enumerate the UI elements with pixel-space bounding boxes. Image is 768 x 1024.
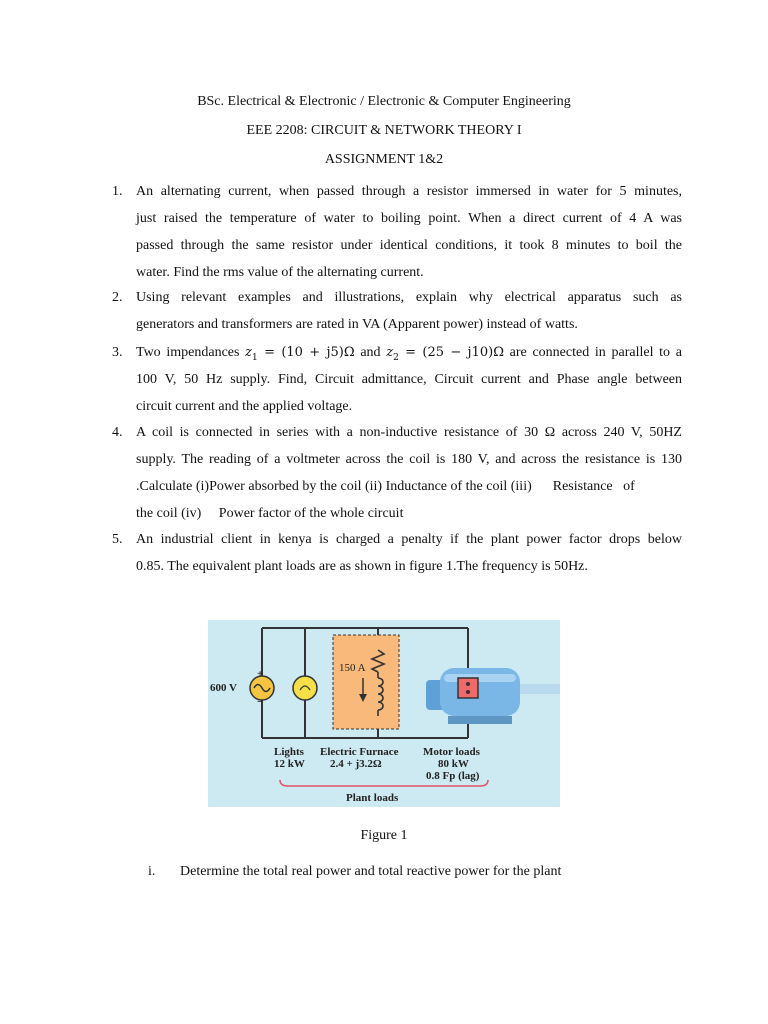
question-line: supply. The reading of a voltmeter across the coil is 180 V, and across the resistance is 130 — [136, 452, 682, 467]
question-line: 100 V, 50 Hz supply. Find, Circuit admittance, Circuit current and Phase angle between — [136, 372, 682, 387]
motor-icon — [426, 668, 560, 724]
minus-sign: − — [257, 696, 264, 708]
lights-power: 12 kW — [274, 758, 305, 770]
assignment-title: ASSIGNMENT 1&2 — [324, 152, 444, 167]
question-line: the coil (iv) Power factor of the whole circuit — [136, 506, 404, 521]
impedance-symbol: z — [245, 345, 253, 360]
subquestion-number: i. — [148, 864, 156, 879]
question-number: 2. — [112, 290, 123, 305]
question-number: 4. — [112, 425, 123, 440]
question-line: An alternating current, when passed through a resistor immersed in water for 5 minutes, — [136, 184, 682, 199]
question-number: 5. — [112, 532, 123, 547]
impedance-subscript: 2 — [393, 352, 399, 363]
motor-power: 80 kW — [438, 758, 469, 770]
question-line: water. Find the rms value of the alternating current. — [136, 265, 424, 280]
source-voltage-label: 600 V — [210, 682, 237, 694]
subquestion-text: Determine the total real power and total reactive power for the plant — [180, 864, 562, 879]
question-line: An industrial client in kenya is charged a penalty if the plant power factor drops below — [136, 532, 682, 547]
furnace-box — [333, 635, 399, 729]
question-line: generators and transformers are rated in VA (Apparent power) instead of watts. — [136, 317, 578, 332]
question-line — [136, 339, 682, 366]
circuit-diagram — [208, 620, 560, 807]
impedance-symbol: z — [386, 345, 394, 360]
question-line: Using relevant examples and illustrations, explain why electrical apparatus such as — [136, 290, 682, 305]
question-line: .Calculate (i)Power absorbed by the coil (ii) Inductance of the coil (iii) Resistance of — [136, 479, 635, 494]
course-title: EEE 2208: CIRCUIT & NETWORK THEORY I — [246, 123, 522, 138]
lights-label: Lights — [274, 746, 304, 758]
question-text: Two impendances — [136, 345, 246, 360]
question-number: 1. — [112, 184, 123, 199]
question-line: just raised the temperature of water to boiling point. When a direct current of 4 A was — [136, 211, 682, 226]
impedance-value: = (25 − j10)Ω — [398, 345, 504, 360]
question-line: circuit current and the applied voltage. — [136, 399, 353, 414]
furnace-impedance: 2.4 + j3.2Ω — [330, 758, 382, 770]
lamp-icon — [293, 676, 317, 700]
question-number: 3. — [112, 345, 123, 360]
question-line: 0.85. The equivalent plant loads are as shown in figure 1.The frequency is 50Hz. — [136, 559, 588, 574]
question-line: A coil is connected in series with a non-inductive resistance of 30 Ω across 240 V, 50HZ — [136, 425, 682, 440]
question-line: passed through the same resistor under identical conditions, it took 8 minutes to boil the — [136, 238, 682, 253]
impedance-subscript: 1 — [252, 352, 258, 363]
furnace-label: Electric Furnace — [320, 746, 399, 758]
plus-sign: + — [257, 668, 264, 680]
motor-power-factor: 0.8 Fp (lag) — [426, 770, 480, 782]
figure-caption: Figure 1 — [360, 828, 408, 843]
question-text: are connected in parallel to a — [503, 345, 682, 360]
furnace-current-label: 150 A — [339, 662, 366, 674]
program-title: BSc. Electrical & Electronic / Electronic & Computer Engineering — [197, 94, 571, 109]
plant-loads-label: Plant loads — [346, 792, 399, 804]
figure-plant-loads — [208, 620, 560, 807]
impedance-value: = (10 + j5)Ω — [257, 345, 355, 360]
question-text: and — [354, 345, 387, 360]
motor-label: Motor loads — [423, 746, 480, 758]
